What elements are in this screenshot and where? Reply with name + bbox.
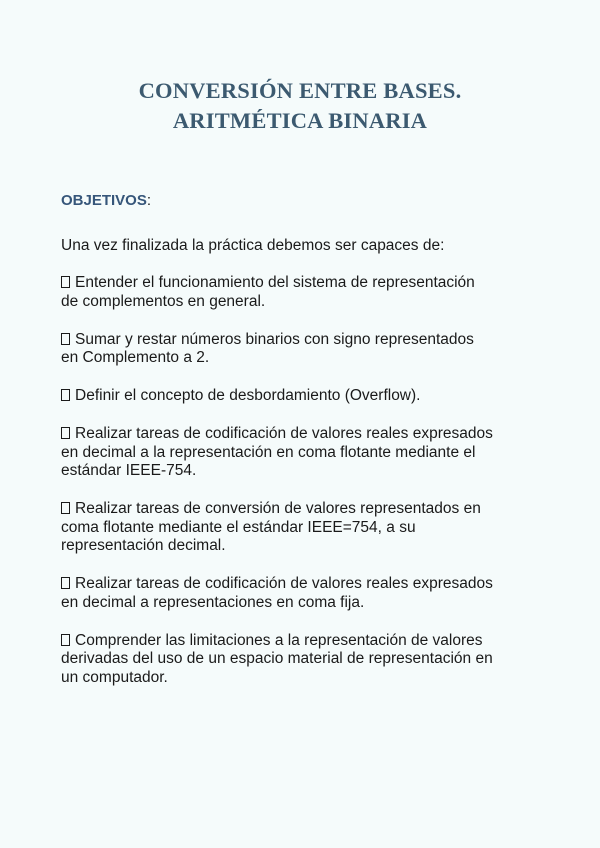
intro-text: Una vez finalizada la práctica debemos ser capaces de: xyxy=(61,237,445,254)
objective-line: un computador. xyxy=(61,668,168,686)
objective-line: derivadas del uso de un espacio material de representación en xyxy=(61,650,493,667)
bullet-box-icon xyxy=(61,276,70,288)
objective-item xyxy=(61,331,551,368)
objective-line: Realizar tareas de conversión de valores representados en xyxy=(75,500,481,517)
objective-item xyxy=(61,387,551,406)
bullet-box-icon xyxy=(61,333,70,345)
objectives-list xyxy=(61,274,551,707)
objective-item xyxy=(61,575,551,612)
objective-line: Comprender las limitaciones a la representación de valores xyxy=(75,631,483,649)
section-heading xyxy=(61,191,151,211)
bullet-box-icon xyxy=(61,502,70,514)
objective-line: Sumar y restar números binarios con signo representados xyxy=(75,330,474,348)
section-heading-colon: : xyxy=(146,192,152,209)
title-line-1: CONVERSIÓN ENTRE BASES. xyxy=(138,78,462,104)
objective-line: coma flotante mediante el estándar IEEE=754, a su xyxy=(61,518,416,536)
title-line-2: ARITMÉTICA BINARIA xyxy=(172,108,428,134)
objective-line: Realizar tareas de codificación de valores reales expresados xyxy=(75,575,493,592)
objective-line: estándar IEEE-754. xyxy=(61,462,197,479)
objective-line: de complementos en general. xyxy=(61,292,266,310)
objective-line: representación decimal. xyxy=(61,537,226,554)
objective-line: en decimal a representaciones en coma fija. xyxy=(61,593,365,611)
objective-line: en Complemento a 2. xyxy=(61,349,210,366)
bullet-box-icon xyxy=(61,389,70,401)
objective-item xyxy=(61,274,551,311)
objective-line: Entender el funcionamiento del sistema de representación xyxy=(75,274,475,291)
bullet-box-icon xyxy=(61,577,70,589)
bullet-box-icon xyxy=(61,427,70,439)
objective-item xyxy=(61,500,551,556)
objective-item xyxy=(61,632,551,688)
bullet-box-icon xyxy=(61,634,70,646)
objective-line: Definir el concepto de desbordamiento (Overflow). xyxy=(75,387,421,404)
objective-item xyxy=(61,425,551,481)
section-heading-text: OBJETIVOS xyxy=(61,192,147,209)
document-title xyxy=(0,76,600,136)
objective-line: en decimal a la representación en coma flotante mediante el xyxy=(61,443,476,461)
objective-line: Realizar tareas de codificación de valores reales expresados xyxy=(75,425,493,442)
